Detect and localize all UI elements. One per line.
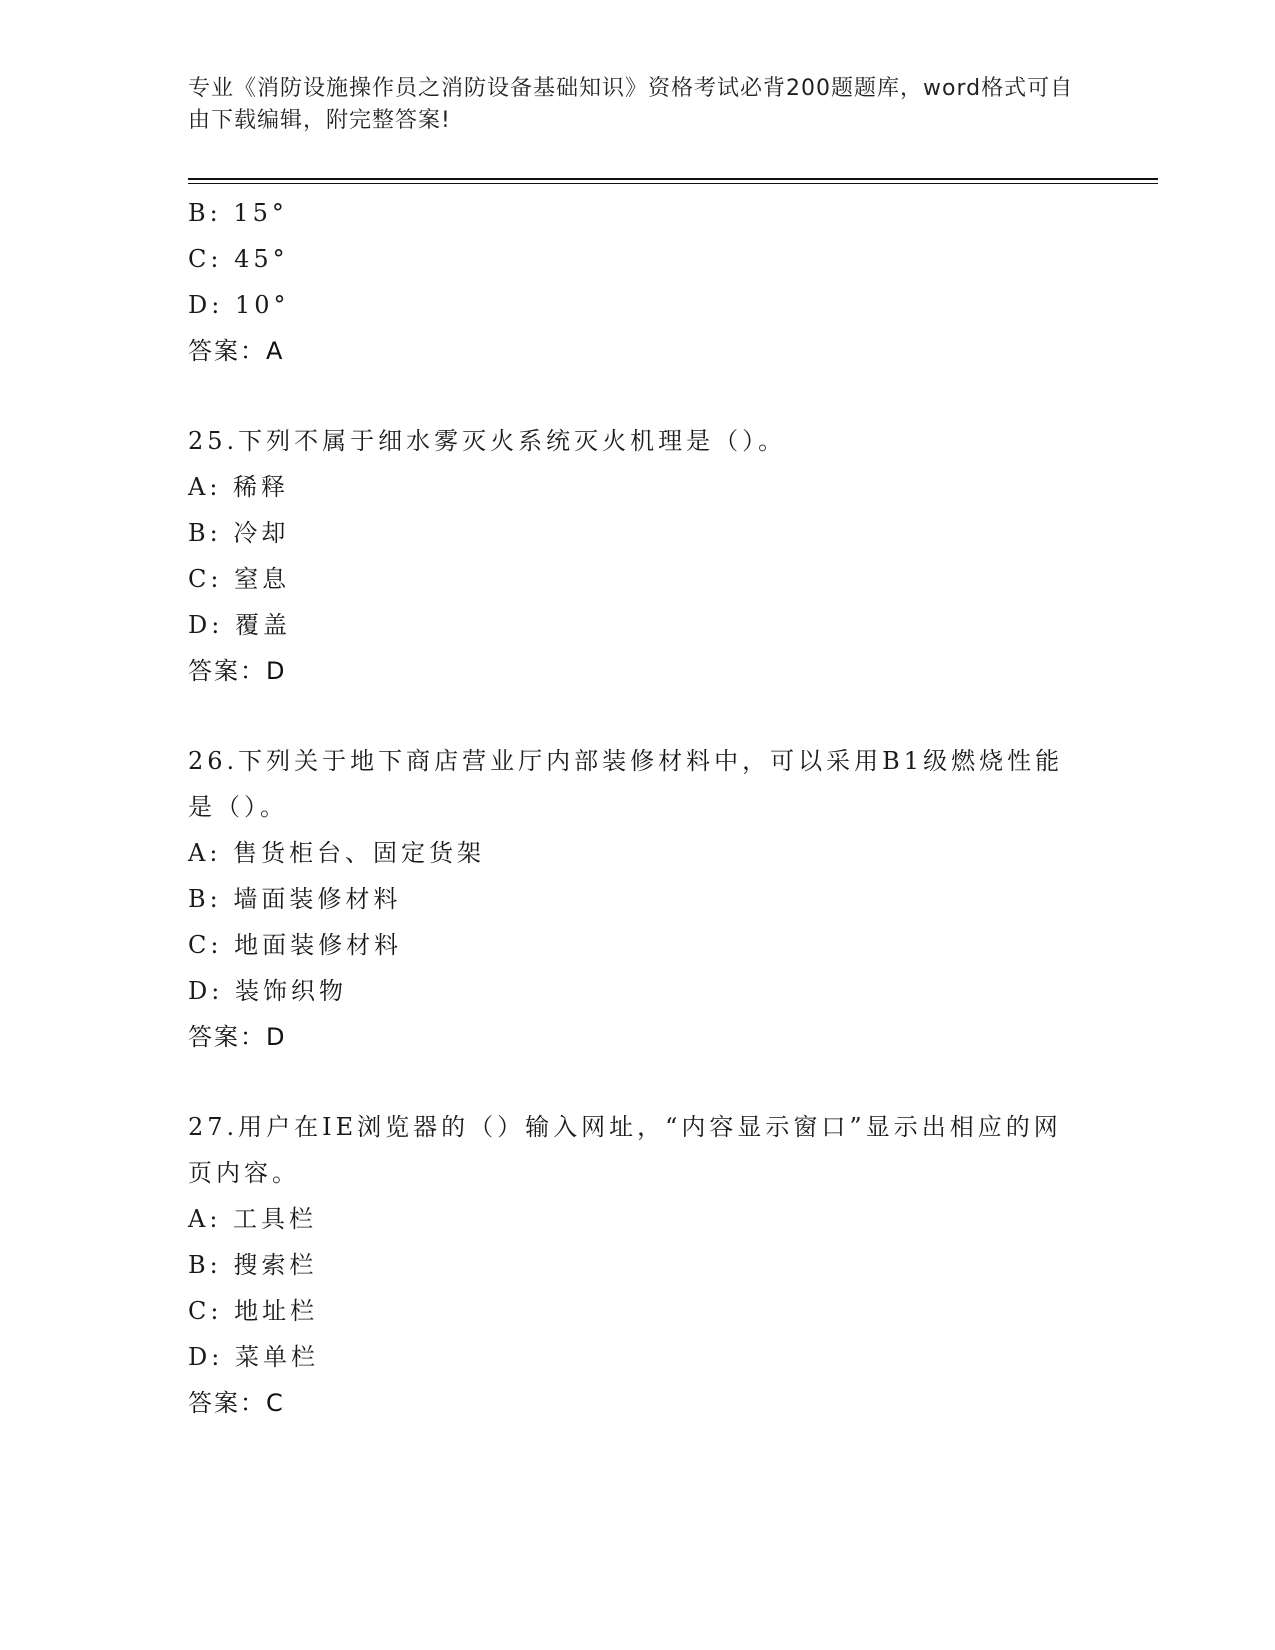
option-d: D: 覆盖 (188, 611, 291, 639)
header-rule-thin (188, 183, 1158, 184)
option-c: C: 窒息 (188, 565, 291, 593)
question-stem: 25.下列不属于细水雾灭火系统灭火机理是（）。 (188, 427, 787, 455)
option-c: C: 地面装修材料 (188, 931, 403, 959)
option-a: A: 售货柜台、固定货架 (188, 839, 486, 867)
question-25 (188, 418, 1088, 694)
document-header: 专业《消防设施操作员之消防设备基础知识》资格考试必背200题题库，word格式可自由下载编辑，附完整答案! (188, 76, 1074, 133)
question-content (188, 190, 1088, 1426)
header-rule-thick (188, 178, 1158, 180)
option-a: A: 稀释 (188, 473, 290, 501)
option-a: A: 工具栏 (188, 1205, 318, 1233)
option-d: D: 10° (188, 291, 290, 319)
answer-line: 答案：D (188, 1023, 287, 1051)
option-b: B: 15° (188, 199, 288, 227)
question-27 (188, 1104, 1088, 1426)
option-b: B: 冷却 (188, 519, 290, 547)
question-stem: 26.下列关于地下商店营业厅内部装修材料中，可以采用B1级燃烧性能是（）。 (188, 747, 1064, 821)
option-c: C: 地址栏 (188, 1297, 319, 1325)
option-b: B: 墙面装修材料 (188, 885, 402, 913)
question-26 (188, 738, 1088, 1060)
answer-line: 答案：D (188, 657, 287, 685)
option-d: D: 装饰织物 (188, 977, 347, 1005)
option-d: D: 菜单栏 (188, 1343, 319, 1371)
option-c: C: 45° (188, 245, 289, 273)
question-stem: 27.用户在IE浏览器的（）输入网址，“内容显示窗口”显示出相应的网页内容。 (188, 1113, 1062, 1187)
prev-question (188, 190, 1088, 374)
option-b: B: 搜索栏 (188, 1251, 318, 1279)
answer-line: 答案：C (188, 1389, 285, 1417)
answer-line: 答案：A (188, 337, 285, 365)
